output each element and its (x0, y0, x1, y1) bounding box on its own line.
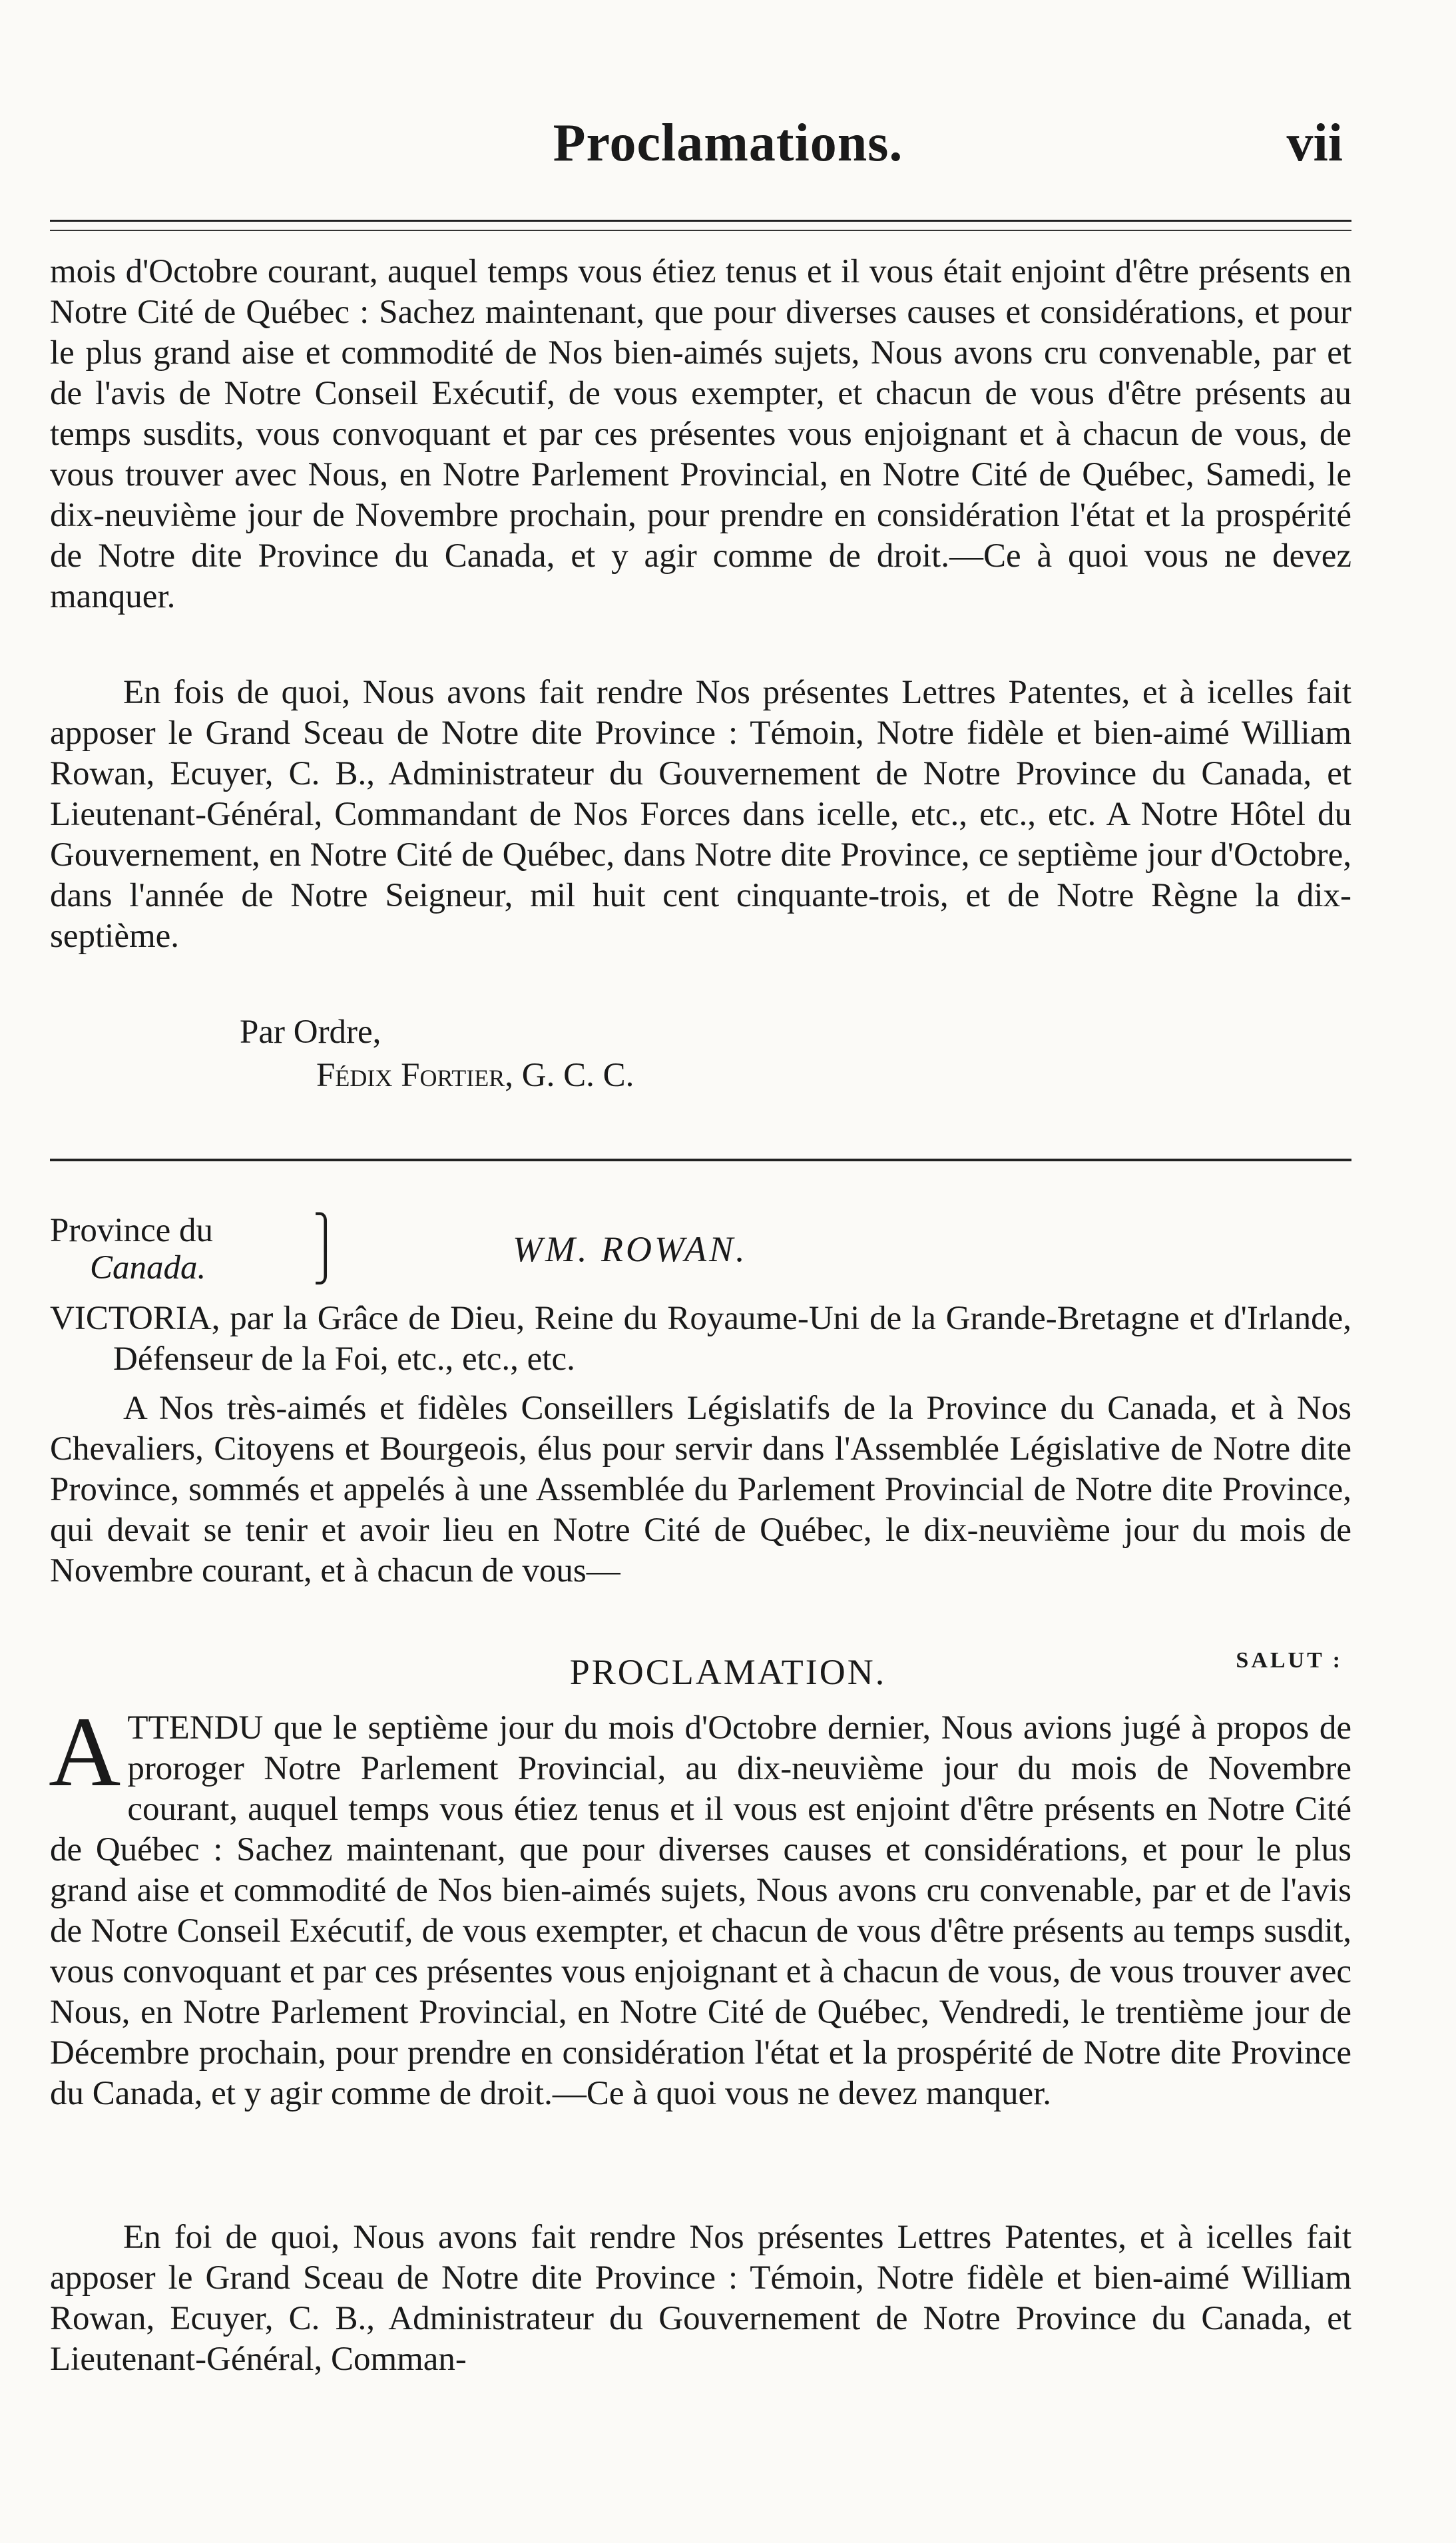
section1-paragraph-2: En fois de quoi, Nous avons fait rendre Nos présentes Lettres Patentes, et à icelles fait apposer le Grand Sceau de Notre dite Province : Témoin, Notre fidèle et bien-aimé William Rowan, Ecuyer, C. B., Administrateur du Gouvernement de Notre Province du Canada, et Lieutenant-Général, Commandant de Nos Forces dans icelle, etc., etc., etc. A Notre Hôtel du Gouvernement, en Notre Cité de Québec, dans Notre dite Province, ce septième jour d'Octobre, dans l'année de Notre Seigneur, mil huit cent cinquante-trois, et de Notre Règne la dix-septième. (50, 674, 1351, 955)
section1-paragraph-1-block (50, 252, 1351, 617)
proclamation-heading: PROCLAMATION. (569, 1652, 887, 1692)
signature-par-ordre: Par Ordre, (240, 1013, 381, 1051)
brace-glyph: ⎫ ⎭ (313, 1213, 338, 1284)
section-divider (50, 1159, 1351, 1161)
governor-signature: WM. ROWAN. (513, 1229, 748, 1269)
section2-paragraph-1-text: TTENDU que le septième jour du mois d'Octobre dernier, Nous avions jugé à propos de proroger Notre Parlement Provincial, au dix-neuvième jour du mois de Novembre courant, auquel temps vous étiez tenus et il vous est enjoint d'être présents en Notre Cité de Québec : Sachez maintenant, que pour diverses causes et considérations, et pour le plus grand aise et commodité de Nos bien-aimés sujets, Nous avons cru convenable, par et de l'avis de Notre Conseil Exécutif, de vous exempter, et chacun de vous d'être présents au temps susdit, vous convoquant et par ces présentes vous enjoignant et à chacun de vous, de vous trouver avec Nous, en Notre Parlement Provincial, en Notre Cité de Québec, Vendredi, le trentième jour de Décembre prochain, pour prendre en considération l'état et la prospérité de Notre dite Province du Canada, et y agir comme de droit.—Ce à quoi vous ne devez manquer. (50, 1709, 1351, 2112)
section2-paragraph-2-block (50, 2217, 1351, 2380)
section2-paragraph-1-block (49, 1697, 1351, 2114)
address-paragraph: A Nos très-aimés et fidèles Conseillers Législatifs de la Province du Canada, et à Nos Chevaliers, Citoyens et Bourgeois, élus pour servir dans l'Assemblée Législative de Notre dite Province, sommés et appelés à une Assemblée du Parlement Provincial de Notre dite Province, qui devait se tenir et avoir lieu en Notre Cité de Québec, le dix-neuvième jour du mois de Novembre courant, et à chacun de vous— (50, 1390, 1351, 1589)
page-title: Proclamations. (553, 114, 903, 172)
page-number: vii (1286, 114, 1343, 172)
header-rule-top (50, 220, 1351, 222)
province-line-2: Canada. (90, 1249, 206, 1286)
address-block (50, 1388, 1351, 1591)
drop-cap: A (49, 1697, 121, 1807)
victoria-title: VICTORIA, par la Grâce de Dieu, Reine du Royaume-Uni de la Grande-Bretagne et d'Irlande, Défenseur de la Foi, etc., etc., etc. (50, 1300, 1351, 1378)
signature-name: Fédix Fortier, G. C. C. (316, 1057, 634, 1094)
section2-paragraph-2: En foi de quoi, Nous avons fait rendre Nos présentes Lettres Patentes, et à icelles fait apposer le Grand Sceau de Notre dite Province : Témoin, Notre fidèle et bien-aimé William Rowan, Ecuyer, C. B., Administrateur du Gouvernement de Notre Province du Canada, et Lieutenant-Général, Comman- (50, 2219, 1351, 2378)
victoria-title-block (50, 1298, 1351, 1380)
province-line-1: Province du (50, 1212, 214, 1249)
section1-paragraph-1: mois d'Octobre courant, auquel temps vous étiez tenus et il vous était enjoint d'être présents en Notre Cité de Québec : Sachez maintenant, que pour diverses causes et considérations, et pour le plus grand aise et commodité de Nos bien-aimés sujets, Nous avons cru convenable, par et de l'avis de Notre Conseil Exécutif, de vous exempter, et chacun de vous d'être présents au temps susdits, vous convoquant et par ces présentes vous enjoignant et à chacun de vous, de vous trouver avec Nous, en Notre Parlement Provincial, en Notre Cité de Québec, Samedi, le dix-neuvième jour de Novembre prochain, pour prendre en considération l'état et la prospérité de Notre dite Province du Canada, et y agir comme de droit.—Ce à quoi vous ne devez manquer. (50, 253, 1351, 615)
running-header (0, 100, 1456, 180)
salut-label: SALUT : (1236, 1648, 1343, 1673)
section1-paragraph-2-block (50, 673, 1351, 957)
header-rule-bottom (50, 230, 1351, 231)
section2-paragraph-1 (49, 1697, 1351, 2114)
